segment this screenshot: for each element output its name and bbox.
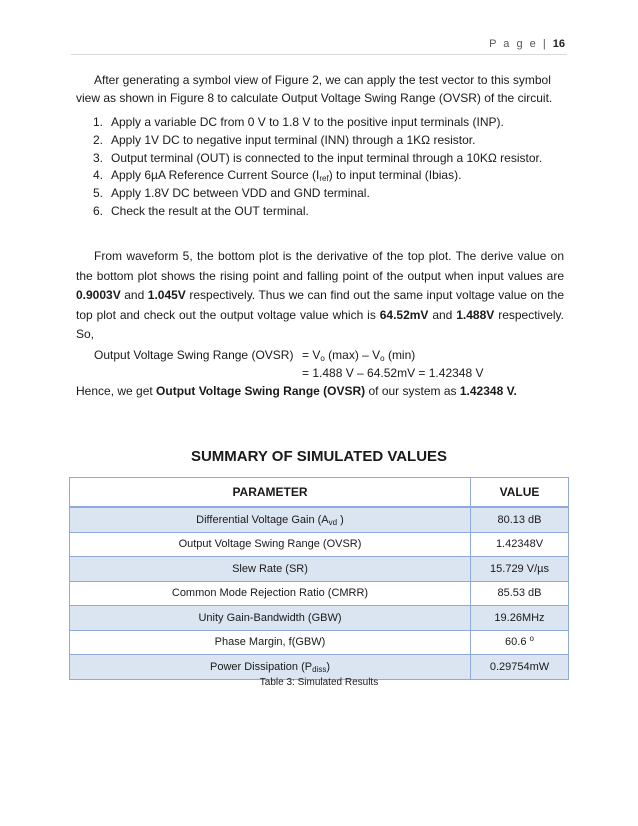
subscript: o xyxy=(320,354,325,363)
table-row xyxy=(70,557,569,582)
table-row xyxy=(70,507,569,532)
header-divider xyxy=(71,54,567,55)
bold-value: 1.488V xyxy=(456,307,495,322)
value-cell: 1.42348V xyxy=(471,532,569,557)
value-cell: 0.29754mW xyxy=(471,655,569,680)
subscript: o xyxy=(380,354,385,363)
subscript: ref xyxy=(319,174,329,184)
table-header-row xyxy=(70,478,569,508)
bold-value: 1.045V xyxy=(147,288,186,302)
parameter-cell: Phase Margin, f(GBW) xyxy=(70,630,471,655)
list-number: 4. xyxy=(92,168,103,183)
cell-text: ) xyxy=(337,513,344,526)
conclusion-paragraph xyxy=(76,383,564,401)
parameter-cell: Slew Rate (SR) xyxy=(70,557,471,582)
waveform-paragraph xyxy=(76,247,564,345)
list-text: Check the result at the OUT terminal. xyxy=(111,203,309,218)
column-header-value: VALUE xyxy=(471,478,569,508)
list-item xyxy=(76,150,566,168)
table-row xyxy=(70,581,569,606)
text-run: of our system as xyxy=(365,384,460,398)
table-row xyxy=(70,630,569,655)
table-row xyxy=(70,532,569,557)
results-table xyxy=(69,477,569,680)
list-text: Apply a variable DC from 0 V to 1.8 V to the positive input terminals (INP). xyxy=(111,115,504,129)
list-number: 2. xyxy=(92,132,103,147)
parameter-cell xyxy=(70,655,471,680)
page-label: P a g e | xyxy=(489,38,548,50)
value-cell xyxy=(471,630,569,655)
text-run: From waveform 5, the bottom plot is the derivative of the top plot. The derive value on the bottom plot shows the rising point and falling point of the output when input values are xyxy=(76,249,564,283)
equation-label: Output Voltage Swing Range (OVSR) xyxy=(94,348,294,362)
list-item xyxy=(76,132,566,150)
column-header-parameter: PARAMETER xyxy=(70,478,471,508)
list-text: ) to input terminal (Ibias). xyxy=(328,168,462,183)
text-run: respectively. Thus we can find out the same input voltage value on the top plot and check out the output voltage value which is xyxy=(76,288,564,322)
subscript: diss xyxy=(312,664,327,674)
list-item xyxy=(76,185,566,203)
parameter-cell: Unity Gain-Bandwidth (GBW) xyxy=(70,606,471,631)
value-cell: 15.729 V/µs xyxy=(471,557,569,582)
cell-text: Power Dissipation (P xyxy=(210,660,313,673)
list-item xyxy=(76,114,566,132)
value-cell: 80.13 dB xyxy=(471,507,569,532)
text-run: Hence, we get xyxy=(76,384,157,398)
list-item xyxy=(76,203,566,221)
list-text: Apply 6µA Reference Current Source (I xyxy=(111,168,320,183)
parameter-cell: Common Mode Rejection Ratio (CMRR) xyxy=(70,581,471,606)
text-run: (min) xyxy=(384,348,416,362)
degree-superscript: o xyxy=(529,634,534,644)
list-number: 1. xyxy=(92,115,103,129)
text-run: and xyxy=(120,288,148,302)
bold-value: 1.42348 V. xyxy=(459,384,517,398)
list-text: Apply 1.8V DC between VDD and GND terminal. xyxy=(111,186,370,201)
cell-text: ) xyxy=(326,660,330,673)
list-text: Output terminal (OUT) is connected to the input terminal through a 10KΩ resistor. xyxy=(111,150,543,165)
summary-title: SUMMARY OF SIMULATED VALUES xyxy=(190,448,448,465)
page-number: 16 xyxy=(552,38,565,50)
bold-value: 64.52mV xyxy=(379,307,429,322)
text-run: respectively. So, xyxy=(76,307,564,341)
text-run: and xyxy=(428,307,457,322)
page-header xyxy=(489,38,565,50)
bold-value: 0.9003V xyxy=(76,288,121,302)
equation-line-2: = 1.488 V – 64.52mV = 1.42348 V xyxy=(302,366,484,380)
text-run: (max) – V xyxy=(324,348,381,362)
parameter-cell xyxy=(70,507,471,532)
bold-text: Output Voltage Swing Range (OVSR) xyxy=(156,384,366,398)
parameter-cell: Output Voltage Swing Range (OVSR) xyxy=(70,532,471,557)
table-row xyxy=(70,655,569,680)
cell-text: Differential Voltage Gain (A xyxy=(196,513,329,526)
subscript: vd xyxy=(328,517,338,527)
value-cell: 85.53 dB xyxy=(471,581,569,606)
list-number: 5. xyxy=(92,186,103,201)
test-steps-list xyxy=(76,114,566,221)
intro-paragraph: After generating a symbol view of Figure 2, we can apply the test vector to this symbol view as shown in Figure 8 to calculate Output Voltage Swing Range (OVSR) of the circuit. xyxy=(76,73,553,105)
table-row xyxy=(70,606,569,631)
text-run: = V xyxy=(302,348,321,362)
equation-line-1 xyxy=(302,347,415,364)
value-cell: 19.26MHz xyxy=(471,606,569,631)
table-caption: Table 3: Simulated Results xyxy=(259,677,379,688)
list-number: 6. xyxy=(92,203,103,218)
list-text: Apply 1V DC to negative input terminal (INN) through a 1KΩ resistor. xyxy=(111,132,476,147)
list-number: 3. xyxy=(92,150,103,165)
list-item xyxy=(76,167,566,185)
cell-text: 60.6 xyxy=(505,636,527,649)
